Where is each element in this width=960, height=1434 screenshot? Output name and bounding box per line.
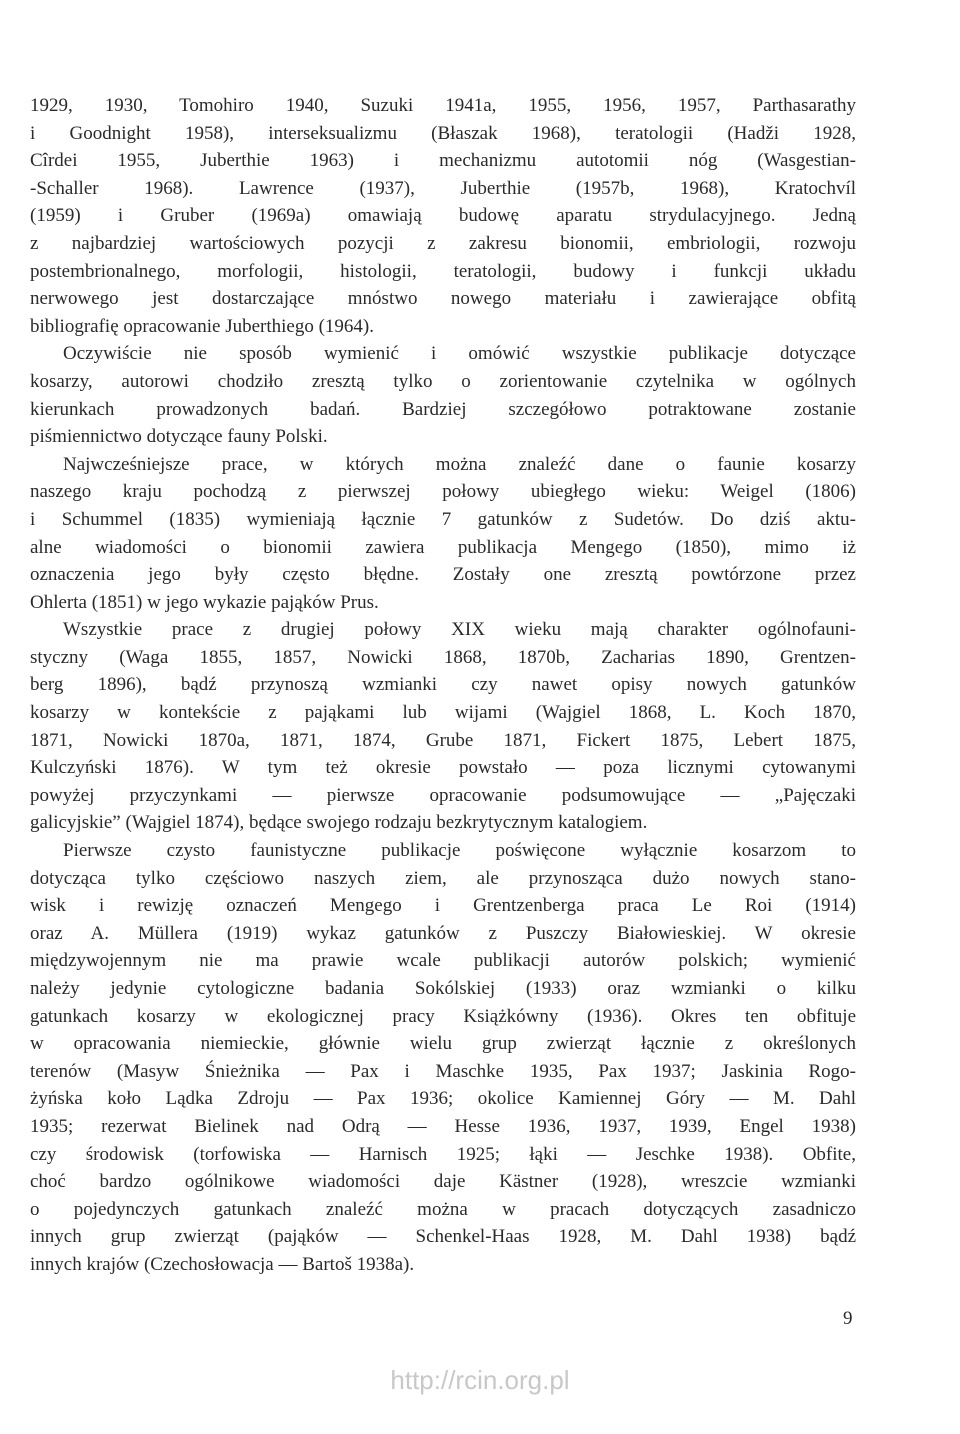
text-line: Najwcześniejsze prace, w których można znaleźć dane o faunie kosarzy	[63, 453, 856, 475]
text-line: Ohlerta (1851) w jego wykazie pająków Prus.	[30, 591, 379, 613]
text-line: w opracowania niemieckie, głównie wielu grup zwierząt łącznie z określonych	[30, 1033, 856, 1055]
text-line: -Schaller 1968). Lawrence (1937), Juberthie (1957b, 1968), Kratochvíl	[30, 177, 856, 199]
text-line: piśmiennictwo dotyczące fauny Polski.	[30, 426, 328, 448]
text-line: o pojedynczych gatunkach znaleźć można w pracach dotyczących zasadniczo	[30, 1198, 856, 1220]
text-line: Wszystkie prace z drugiej połowy XIX wieku mają charakter ogólnofauni-	[63, 619, 856, 641]
text-line: 1929, 1930, Tomohiro 1940, Suzuki 1941a, 1955, 1956, 1957, Parthasarathy	[30, 95, 856, 116]
text-line: postembrionalnego, morfologii, histologii, teratologii, budowy i funkcji układu	[30, 260, 856, 282]
text-line: berg 1896), bądź przynoszą wzmianki czy nawet opisy nowych gatunków	[30, 674, 856, 696]
text-line: bibliografię opracowanie Juberthiego (1964).	[30, 315, 374, 337]
text-line: nerwowego jest dostarczające mnóstwo nowego materiału i zawierające obfitą	[30, 288, 856, 310]
text-line: oznaczenia jego były często błędne. Zostały one zresztą powtórzone przez	[30, 564, 856, 586]
text-line: choć bardzo ogólnikowe wiadomości daje Kästner (1928), wreszcie wzmianki	[30, 1171, 856, 1193]
text-line: 1935; rezerwat Bielinek nad Odrą — Hesse 1936, 1937, 1939, Engel 1938)	[30, 1115, 856, 1137]
text-line: wisk i rewizję oznaczeń Mengego i Grentzenberga praca Le Roi (1914)	[30, 895, 856, 917]
text-line: kosarzy w kontekście z pająkami lub wijami (Wajgiel 1868, L. Koch 1870,	[30, 702, 856, 724]
text-line: 1871, Nowicki 1870a, 1871, 1874, Grube 1871, Fickert 1875, Lebert 1875,	[30, 729, 856, 751]
text-line: gatunkach kosarzy w ekologicznej pracy Książkówny (1936). Okres ten obfituje	[30, 1005, 856, 1027]
text-line: (1959) i Gruber (1969a) omawiają budowę aparatu strydulacyjnego. Jedną	[30, 205, 856, 227]
text-line: oraz A. Müllera (1919) wykaz gatunków z Puszczy Białowieskiej. W okresie	[30, 922, 856, 944]
source-watermark[interactable]: http://rcin.org.pl	[390, 1365, 570, 1395]
text-line: kierunkach prowadzonych badań. Bardziej szczegółowo potraktowane zostanie	[30, 398, 856, 420]
text-line: międzywojennym nie ma prawie wcale publikacji autorów polskich; wymienić	[30, 950, 856, 972]
text-line: Kulczyński 1876). W tym też okresie powstało — poza licznymi cytowanymi	[30, 757, 856, 779]
text-line: dotycząca tylko częściowo naszych ziem, ale przynosząca dużo nowych stano-	[30, 867, 856, 889]
text-line: naszego kraju pochodzą z pierwszej połowy ubiegłego wieku: Weigel (1806)	[30, 481, 856, 503]
text-line: kosarzy, autorowi chodziło zresztą tylko o zorientowanie czytelnika w ogólnych	[30, 370, 856, 392]
page-number: 9	[843, 1308, 853, 1329]
text-line: i Goodnight 1958), interseksualizmu (Błaszak 1968), teratologii (Hadži 1928,	[30, 122, 856, 144]
body-text	[30, 92, 856, 1279]
text-line: terenów (Masyw Śnieżnika — Pax i Maschke 1935, Pax 1937; Jaskinia Rogo-	[30, 1060, 856, 1082]
text-line: Pierwsze czysto faunistyczne publikacje poświęcone wyłącznie kosarzom to	[63, 840, 856, 862]
text-line: innych grup zwierząt (pająków — Schenkel-Haas 1928, M. Dahl 1938) bądź	[30, 1226, 856, 1248]
text-line: i Schummel (1835) wymieniają łącznie 7 gatunków z Sudetów. Do dziś aktu-	[30, 508, 856, 530]
text-line: galicyjskie” (Wajgiel 1874), będące swojego rodzaju bezkrytycznym katalogiem.	[30, 812, 648, 834]
text-line: styczny (Waga 1855, 1857, Nowicki 1868, 1870b, Zacharias 1890, Grentzen-	[30, 646, 856, 668]
text-line: alne wiadomości o bionomii zawiera publikacja Mengego (1850), mimo iż	[30, 536, 856, 558]
text-line: innych krajów (Czechosłowacja — Bartoš 1938a).	[30, 1253, 415, 1275]
text-line: czy środowisk (torfowiska — Harnisch 1925; łąki — Jeschke 1938). Obfite,	[30, 1143, 856, 1165]
text-line: żyńska koło Lądka Zdroju — Pax 1936; okolice Kamiennej Góry — M. Dahl	[30, 1088, 856, 1110]
text-line: z najbardziej wartościowych pozycji z zakresu bionomii, embriologii, rozwoju	[30, 232, 856, 254]
text-line: należy jedynie cytologiczne badania Sokólskiej (1933) oraz wzmianki o kilku	[30, 978, 856, 999]
text-line: Cîrdei 1955, Juberthie 1963) i mechanizmu autotomii nóg (Wasgestian-	[30, 150, 856, 172]
text-line: Oczywiście nie sposób wymienić i omówić wszystkie publikacje dotyczące	[63, 343, 856, 365]
text-line: powyżej przyczynkami — pierwsze opracowanie podsumowujące — „Pajęczaki	[30, 784, 856, 806]
